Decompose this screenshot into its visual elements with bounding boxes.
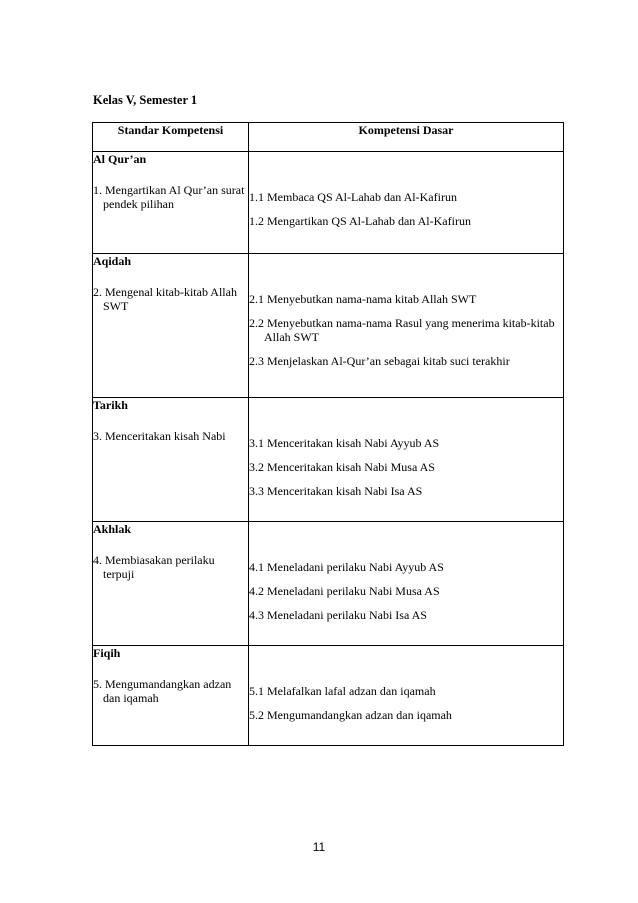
kompetensi-dasar-cell (249, 398, 564, 522)
section-name: Akhlak (93, 522, 132, 536)
kompetensi-dasar-cell (249, 152, 564, 254)
kompetensi-dasar-item: 2.1 Menyebutkan nama-nama kitab Allah SWT (249, 292, 477, 306)
kompetensi-dasar-cell (249, 646, 564, 746)
kompetensi-dasar-item: 5.2 Mengumandangkan adzan dan iqamah (249, 708, 452, 722)
table-row (93, 522, 564, 646)
standar-kompetensi-cell (93, 152, 249, 254)
kompetensi-dasar-item: 1.1 Membaca QS Al-Lahab dan Al-Kafirun (249, 190, 457, 204)
kompetensi-dasar-cell (249, 522, 564, 646)
kompetensi-dasar-item: 3.2 Menceritakan kisah Nabi Musa AS (249, 460, 435, 474)
table-row (93, 254, 564, 398)
kompetensi-dasar-item: 4.3 Meneladani perilaku Nabi Isa AS (249, 608, 427, 622)
standar-kompetensi-cell (93, 646, 249, 746)
section-name: Tarikh (93, 398, 128, 412)
table-row (93, 398, 564, 522)
kompetensi-dasar-item: 2.2 Menyebutkan nama-nama Rasul yang menerima kitab-kitab Allah SWT (249, 316, 555, 344)
kompetensi-dasar-cell (249, 254, 564, 398)
page-number: 11 (312, 840, 326, 854)
standar-kompetensi-text: 3. Menceritakan kisah Nabi (93, 429, 226, 443)
standar-kompetensi-cell (93, 398, 249, 522)
standar-kompetensi-text: 2. Mengenal kitab-kitab Allah SWT (93, 285, 237, 313)
standar-kompetensi-text: 5. Mengumandangkan adzan dan iqamah (93, 677, 232, 705)
section-name: Aqidah (93, 254, 132, 268)
kompetensi-dasar-item: 5.1 Melafalkan lafal adzan dan iqamah (249, 684, 436, 698)
header-standar-kompetensi: Standar Kompetensi (93, 123, 249, 152)
section-name: Fiqih (93, 646, 121, 660)
table-header-row (93, 123, 564, 152)
standar-kompetensi-cell (93, 522, 249, 646)
header-kompetensi-dasar: Kompetensi Dasar (249, 123, 564, 152)
kompetensi-dasar-item: 4.1 Meneladani perilaku Nabi Ayyub AS (249, 560, 444, 574)
kompetensi-dasar-item: 4.2 Meneladani perilaku Nabi Musa AS (249, 584, 440, 598)
section-name: Al Qur’an (93, 152, 147, 166)
competency-table (92, 122, 564, 746)
table-row (93, 646, 564, 746)
kompetensi-dasar-item: 1.2 Mengartikan QS Al-Lahab dan Al-Kafirun (249, 214, 471, 228)
table-row (93, 152, 564, 254)
kompetensi-dasar-item: 3.3 Menceritakan kisah Nabi Isa AS (249, 484, 423, 498)
kompetensi-dasar-item: 2.3 Menjelaskan Al-Qur’an sebagai kitab suci terakhir (249, 354, 510, 368)
standar-kompetensi-cell (93, 254, 249, 398)
document-title: Kelas V, Semester 1 (93, 93, 198, 107)
kompetensi-dasar-item: 3.1 Menceritakan kisah Nabi Ayyub AS (249, 436, 440, 450)
standar-kompetensi-text: 4. Membiasakan perilaku terpuji (93, 553, 215, 581)
standar-kompetensi-text: 1. Mengartikan Al Qur’an surat pendek pilihan (93, 183, 245, 211)
